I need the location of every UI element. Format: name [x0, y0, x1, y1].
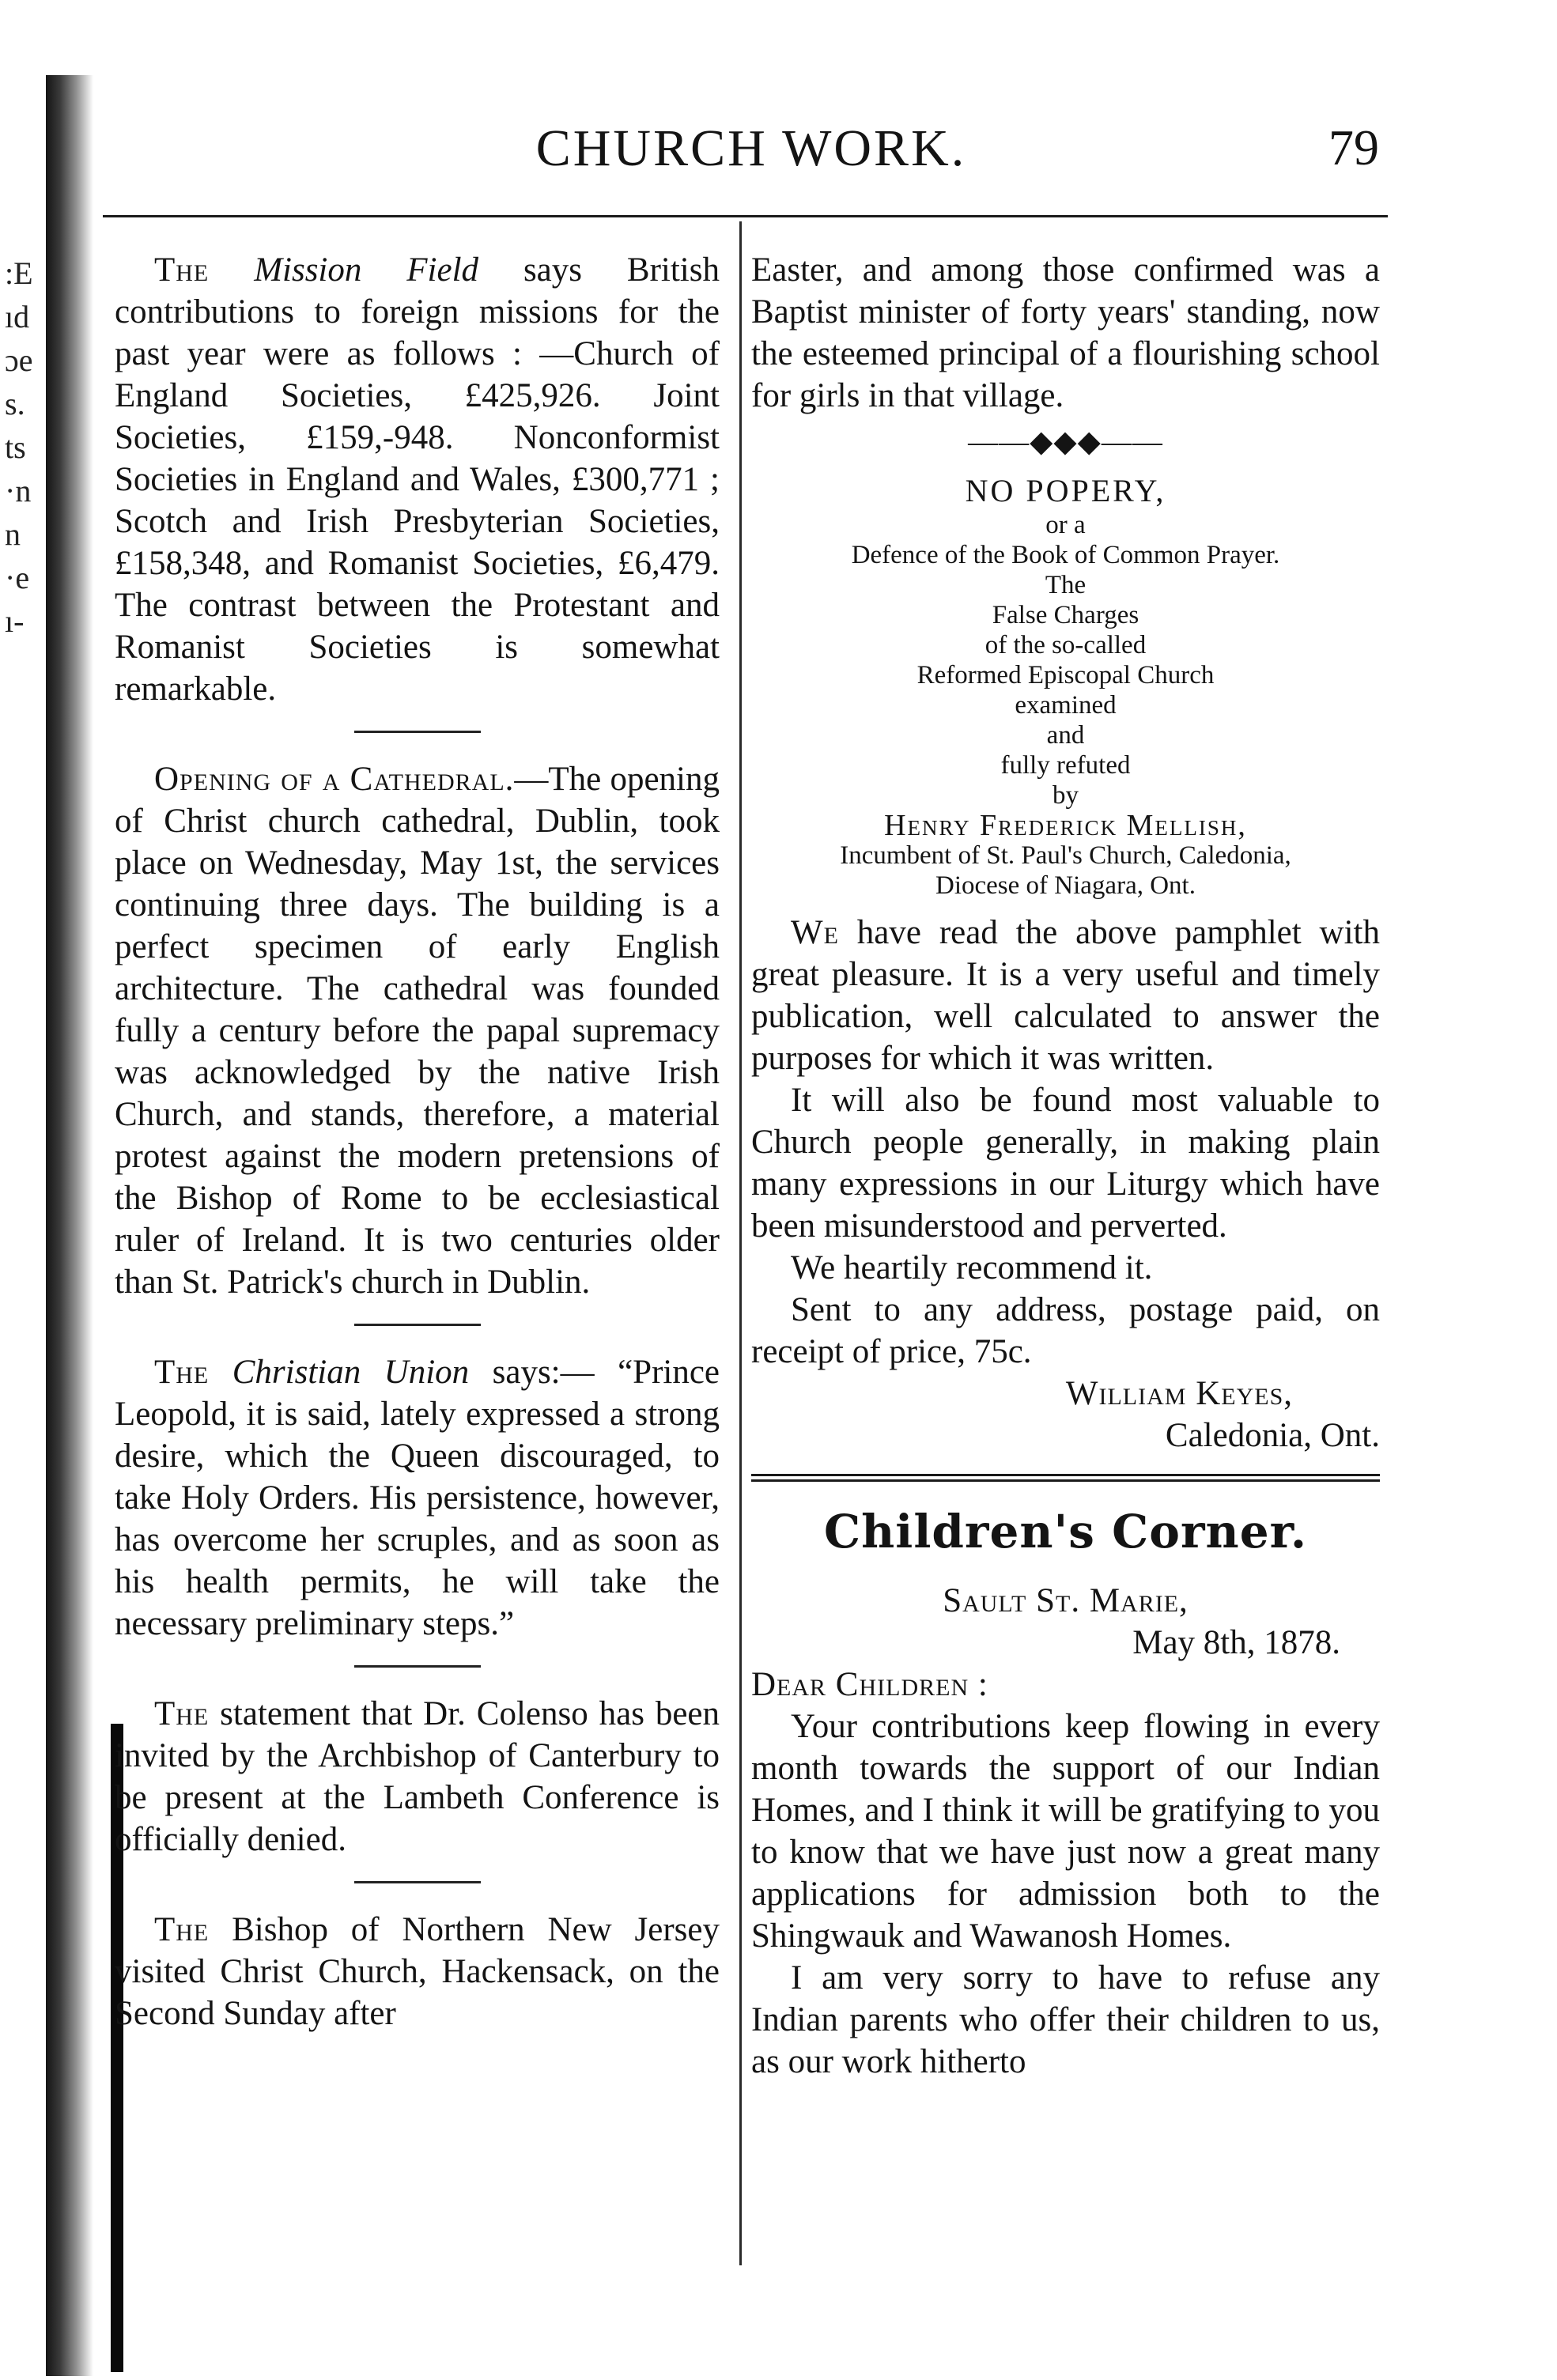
lead-in: The: [154, 1695, 210, 1732]
advert-line: Reformed Episcopal Church: [916, 661, 1215, 689]
letter-salutation: Dear Children :: [751, 1666, 988, 1703]
gutter-fragment: ts: [5, 429, 26, 465]
article-paragraph: [115, 1351, 720, 1645]
gutter-fragment: ıd: [5, 299, 30, 334]
signature-name: William Keyes,: [1065, 1375, 1293, 1412]
italic-title: Christian Union: [232, 1354, 470, 1391]
section-double-rule: [751, 1474, 1380, 1482]
article: [115, 1909, 720, 2034]
advert-line: by: [1052, 781, 1079, 810]
continuation-text: Easter, and among those confirmed was a Baptist minister of forty years' standing, now the esteemed principal of a flourishing school for girls in that village.: [751, 251, 1380, 414]
advert-line: of the so-called: [984, 631, 1147, 659]
body-text: We heartily recommend it.: [791, 1249, 1153, 1286]
article-separator: [354, 1324, 481, 1326]
gutter-fragment: ·n: [5, 473, 32, 508]
column-divider: [739, 221, 742, 2265]
lead-in: Opening of a Cathedral.: [154, 761, 515, 798]
italic-title: Mission Field: [254, 251, 479, 289]
article: [115, 758, 720, 1303]
binding-shadow: [46, 75, 93, 2376]
body-text: Sent to any address, postage paid, on receipt of price, 75c.: [751, 1291, 1380, 1370]
advert-line: and: [1046, 721, 1085, 750]
gutter-fragment: ı-: [5, 603, 25, 639]
review-paragraph: [751, 1247, 1380, 1289]
advert-line: Defence of the Book of Common Prayer.: [851, 541, 1280, 569]
review-paragraph: [751, 1289, 1380, 1373]
ornament-divider: ——◆◆◆——: [968, 425, 1163, 459]
lead-in: We: [791, 914, 839, 951]
gutter-fragment: s.: [5, 386, 25, 421]
body-text: have read the above pamphlet with great pleasure. It is a very useful and timely publication, well calculated to answer the purposes for which it was written.: [751, 914, 1380, 1077]
signature-place: Caledonia, Ont.: [1165, 1417, 1380, 1454]
review-paragraph: [751, 912, 1380, 1079]
article-paragraph: [115, 1693, 720, 1861]
advert-line: False Charges: [992, 601, 1139, 629]
lead-in: The: [154, 1911, 210, 1948]
letter-paragraph: I am very sorry to have to refuse any Indian parents who offer their children to us, as our work hitherto: [751, 1959, 1380, 2080]
review-article: [751, 912, 1380, 1373]
advert-line: Diocese of Niagara, Ont.: [935, 871, 1196, 900]
body-text: [209, 1354, 232, 1391]
body-text: statement that Dr. Colenso has been invited by the Archbishop of Canterbury to be present at the Lambeth Conference is officially denied.: [115, 1695, 720, 1858]
advert-line: The: [1045, 571, 1086, 599]
advert-line: Henry Frederick Mellish,: [884, 809, 1247, 842]
body-text: It will also be found most valuable to Church people generally, in making plain many expressions in our Liturgy which have been misunderstood and perverted.: [751, 1082, 1380, 1245]
left-column: [115, 249, 720, 2034]
advertisement: [751, 472, 1380, 901]
article-continuation: [751, 249, 1380, 417]
advert-line: or a: [1045, 511, 1086, 539]
article: [115, 249, 720, 710]
section-title: Children's Corner.: [823, 1505, 1308, 1558]
signature: [751, 1373, 1380, 1456]
letter-body: [751, 1706, 1380, 2083]
running-title: CHURCH WORK.: [535, 119, 967, 177]
advert-line: examined: [1015, 691, 1117, 720]
review-paragraph: [751, 1079, 1380, 1247]
article-separator: [354, 731, 481, 733]
lead-in: The: [154, 251, 210, 289]
right-column: [751, 249, 1380, 2083]
article: [115, 1351, 720, 1645]
gutter-fragment: n: [5, 516, 21, 552]
gutter-fragment: ɔe: [5, 342, 33, 378]
advert-line: NO POPERY,: [965, 473, 1166, 508]
article-paragraph: [115, 249, 720, 710]
letter-date: May 8th, 1878.: [1132, 1624, 1340, 1661]
article-paragraph: [115, 758, 720, 1303]
page-number: 79: [1328, 119, 1379, 176]
article-separator: [354, 1665, 481, 1668]
lead-in: The: [154, 1354, 210, 1391]
body-text: [209, 251, 254, 289]
gutter-fragment: :E: [5, 255, 33, 291]
header-rule: [103, 215, 1388, 217]
advert-line: Incumbent of St. Paul's Church, Caledonia,: [840, 841, 1291, 870]
body-text: Bishop of Northern New Jersey visited Christ Church, Hackensack, on the Second Sunday after: [115, 1911, 720, 2032]
body-text: says British contributions to foreign missions for the past year were as follows : —Church of England Societies, £425,926. Joint Societies, £159,-948. Nonconformist Societies in England and Wales, £300,771 ; Scotch and Irish Presbyterian Societies, £158,348, and Romanist Societies, £6,479. The contrast between the Protestant and Romanist Societies is somewhat remarkable.: [115, 251, 720, 708]
advert-line: fully refuted: [1000, 751, 1131, 780]
article: [115, 1693, 720, 1861]
gutter-fragment: ·e: [5, 560, 30, 595]
body-text: —The opening of Christ church cathedral, Dublin, took place on Wednesday, May 1st, the services continuing three days. The building is a perfect specimen of early English architecture. The cathedral was founded fully a century before the papal supremacy was acknowledged by the native Irish Church, and stands, therefore, a material protest against the modern pretensions of the Bishop of Rome to be ecclesiastical ruler of Ireland. It is two centuries older than St. Patrick's church in Dublin.: [115, 761, 720, 1301]
letter-place: Sault St. Marie,: [943, 1582, 1189, 1619]
letter-paragraph: Your contributions keep flowing in every month towards the support of our Indian Homes, and I think it will be gratifying to you to know that we have just now a great many applications for admission both to the Shingwauk and Wawanosh Homes.: [751, 1708, 1380, 1955]
article-separator: [354, 1881, 481, 1883]
article-paragraph: [115, 1909, 720, 2034]
body-text: says:— “Prince Leopold, it is said, lately expressed a strong desire, which the Queen discouraged, to take Holy Orders. His persistence, however, has overcome her scruples, and as soon as his health permits, he will take the necessary preliminary steps.”: [115, 1354, 720, 1642]
